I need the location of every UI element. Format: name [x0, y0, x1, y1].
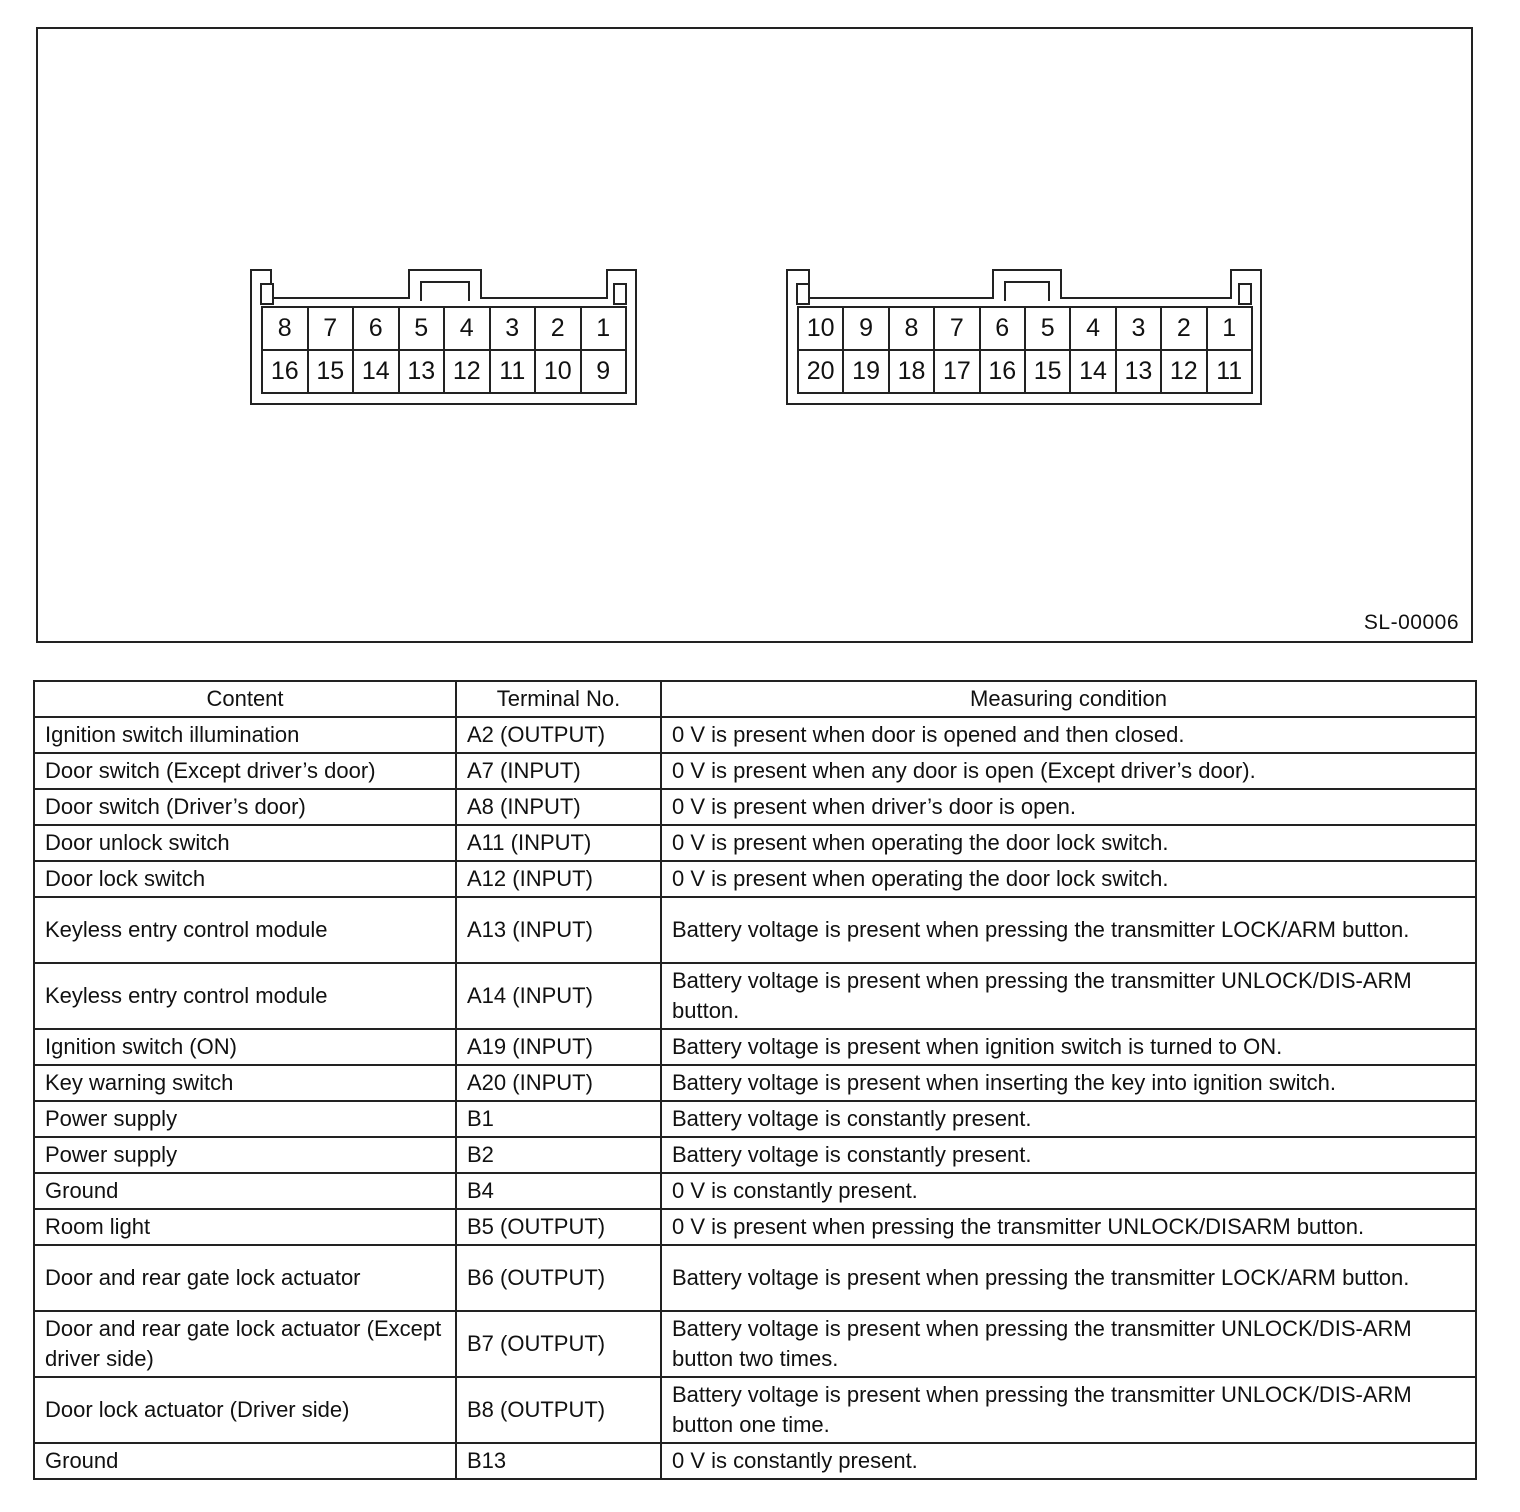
pin-cell: 6: [354, 308, 400, 351]
pin-cell: 4: [445, 308, 491, 351]
cell-content: Keyless entry control module: [34, 897, 456, 963]
cell-terminal-no: B13: [456, 1443, 661, 1479]
pin-cell: 8: [263, 308, 309, 351]
cell-terminal-no: B1: [456, 1101, 661, 1137]
connector-figure: [36, 27, 1473, 643]
table-row: [34, 897, 1476, 963]
pin-cell: 3: [491, 308, 537, 351]
pin-cell: 10: [799, 308, 844, 351]
cell-terminal-no: B8 (OUTPUT): [456, 1377, 661, 1443]
pin-cell: 16: [263, 351, 309, 394]
cell-measuring-condition: 0 V is present when operating the door lock switch.: [661, 825, 1476, 861]
cell-terminal-no: A13 (INPUT): [456, 897, 661, 963]
pin-cell: 7: [309, 308, 355, 351]
pin-cell: 10: [536, 351, 582, 394]
pin-cell: 2: [536, 308, 582, 351]
cell-measuring-condition: Battery voltage is present when inserting the key into ignition switch.: [661, 1065, 1476, 1101]
table-row: [34, 717, 1476, 753]
cell-content: Door lock switch: [34, 861, 456, 897]
pin-cell: 13: [400, 351, 446, 394]
pin-cell: 5: [1026, 308, 1071, 351]
pin-cell: 13: [1117, 351, 1162, 394]
cell-content: Door switch (Except driver’s door): [34, 753, 456, 789]
table-row: [34, 753, 1476, 789]
table-row: [34, 963, 1476, 1029]
cell-terminal-no: A14 (INPUT): [456, 963, 661, 1029]
cell-terminal-no: A2 (OUTPUT): [456, 717, 661, 753]
cell-terminal-no: B4: [456, 1173, 661, 1209]
pin-cell: 1: [582, 308, 628, 351]
pin-cell: 2: [1162, 308, 1207, 351]
cell-content: Ignition switch illumination: [34, 717, 456, 753]
cell-measuring-condition: Battery voltage is constantly present.: [661, 1137, 1476, 1173]
table-row: [34, 1065, 1476, 1101]
pin-cell: 14: [1071, 351, 1116, 394]
pin-cell: 11: [1208, 351, 1253, 394]
cell-terminal-no: A12 (INPUT): [456, 861, 661, 897]
pin-cell: 3: [1117, 308, 1162, 351]
cell-terminal-no: B2: [456, 1137, 661, 1173]
cell-measuring-condition: Battery voltage is present when ignition switch is turned to ON.: [661, 1029, 1476, 1065]
table-row: [34, 1101, 1476, 1137]
cell-terminal-no: A8 (INPUT): [456, 789, 661, 825]
header-content: Content: [34, 681, 456, 717]
table-row: [34, 1443, 1476, 1479]
pin-cell: 15: [1026, 351, 1071, 394]
cell-measuring-condition: 0 V is present when any door is open (Except driver’s door).: [661, 753, 1476, 789]
pin-cell: 5: [400, 308, 446, 351]
pin-cell: 4: [1071, 308, 1116, 351]
table-header-row: [34, 681, 1476, 717]
cell-terminal-no: B6 (OUTPUT): [456, 1245, 661, 1311]
cell-measuring-condition: 0 V is present when door is opened and then closed.: [661, 717, 1476, 753]
connector-a-pins: [261, 306, 627, 394]
table-row: [34, 825, 1476, 861]
pin-cell: 17: [935, 351, 980, 394]
connector-a: [250, 269, 637, 405]
pin-cell: 9: [582, 351, 628, 394]
cell-terminal-no: A11 (INPUT): [456, 825, 661, 861]
cell-measuring-condition: Battery voltage is present when pressing the transmitter LOCK/ARM button.: [661, 897, 1476, 963]
connector-b: [786, 269, 1262, 405]
pin-cell: 8: [890, 308, 935, 351]
pin-cell: 11: [491, 351, 537, 394]
pin-cell: 20: [799, 351, 844, 394]
cell-content: Ground: [34, 1173, 456, 1209]
cell-measuring-condition: Battery voltage is present when pressing the transmitter UNLOCK/DIS-ARM button two times.: [661, 1311, 1476, 1377]
pin-cell: 1: [1208, 308, 1253, 351]
table-row: [34, 789, 1476, 825]
pin-cell: 7: [935, 308, 980, 351]
cell-terminal-no: B7 (OUTPUT): [456, 1311, 661, 1377]
cell-content: Power supply: [34, 1101, 456, 1137]
cell-content: Keyless entry control module: [34, 963, 456, 1029]
figure-id: SL-00006: [1363, 611, 1459, 634]
table-row: [34, 1245, 1476, 1311]
cell-content: Door unlock switch: [34, 825, 456, 861]
table-row: [34, 1137, 1476, 1173]
cell-measuring-condition: 0 V is present when driver’s door is open.: [661, 789, 1476, 825]
pin-cell: 18: [890, 351, 935, 394]
pin-cell: 12: [1162, 351, 1207, 394]
header-terminal-no: Terminal No.: [456, 681, 661, 717]
cell-content: Ignition switch (ON): [34, 1029, 456, 1065]
header-measuring-condition: Measuring condition: [661, 681, 1476, 717]
table-row: [34, 1311, 1476, 1377]
pin-cell: 9: [844, 308, 889, 351]
cell-measuring-condition: 0 V is present when pressing the transmitter UNLOCK/DISARM button.: [661, 1209, 1476, 1245]
pin-cell: 14: [354, 351, 400, 394]
cell-content: Key warning switch: [34, 1065, 456, 1101]
cell-content: Door lock actuator (Driver side): [34, 1377, 456, 1443]
pin-cell: 19: [844, 351, 889, 394]
pin-cell: 12: [445, 351, 491, 394]
cell-terminal-no: B5 (OUTPUT): [456, 1209, 661, 1245]
table-row: [34, 1029, 1476, 1065]
cell-terminal-no: A20 (INPUT): [456, 1065, 661, 1101]
cell-content: Ground: [34, 1443, 456, 1479]
pin-cell: 6: [981, 308, 1026, 351]
cell-terminal-no: A7 (INPUT): [456, 753, 661, 789]
table-row: [34, 1173, 1476, 1209]
cell-terminal-no: A19 (INPUT): [456, 1029, 661, 1065]
cell-measuring-condition: Battery voltage is present when pressing the transmitter UNLOCK/DIS-ARM button.: [661, 963, 1476, 1029]
connector-b-pins: [797, 306, 1253, 394]
cell-content: Door switch (Driver’s door): [34, 789, 456, 825]
pin-cell: 15: [309, 351, 355, 394]
cell-content: Door and rear gate lock actuator (Except driver side): [34, 1311, 456, 1377]
cell-measuring-condition: Battery voltage is present when pressing the transmitter LOCK/ARM button.: [661, 1245, 1476, 1311]
terminal-spec-table: [33, 680, 1477, 1480]
table-row: [34, 1377, 1476, 1443]
pin-cell: 16: [981, 351, 1026, 394]
cell-content: Door and rear gate lock actuator: [34, 1245, 456, 1311]
cell-content: Room light: [34, 1209, 456, 1245]
cell-measuring-condition: 0 V is present when operating the door lock switch.: [661, 861, 1476, 897]
cell-measuring-condition: 0 V is constantly present.: [661, 1173, 1476, 1209]
cell-measuring-condition: Battery voltage is present when pressing the transmitter UNLOCK/DIS-ARM button one time.: [661, 1377, 1476, 1443]
cell-measuring-condition: Battery voltage is constantly present.: [661, 1101, 1476, 1137]
cell-content: Power supply: [34, 1137, 456, 1173]
cell-measuring-condition: 0 V is constantly present.: [661, 1443, 1476, 1479]
table-row: [34, 1209, 1476, 1245]
table-row: [34, 861, 1476, 897]
